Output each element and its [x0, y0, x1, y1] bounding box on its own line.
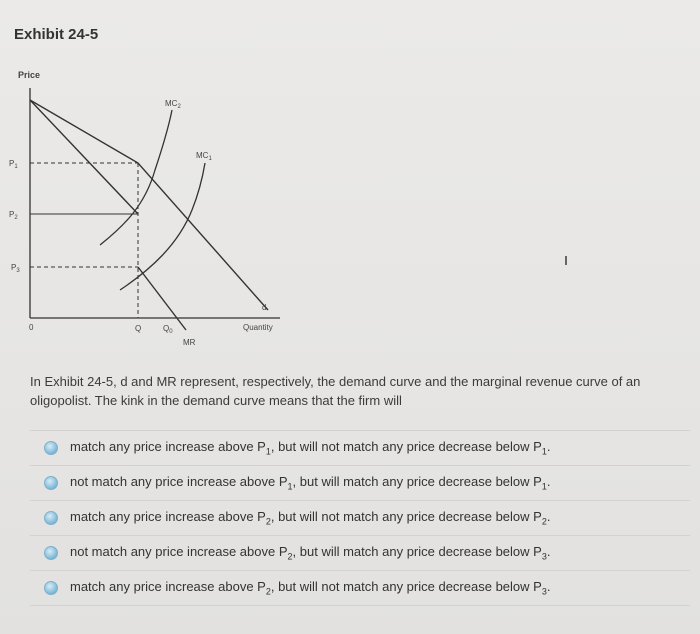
exhibit-title: Exhibit 24-5 — [14, 26, 99, 43]
cursor-mark — [565, 256, 567, 265]
x-axis-label: Quantity — [243, 323, 273, 332]
mr-lower — [138, 267, 186, 330]
answer-option-2[interactable] — [30, 465, 690, 500]
radio-button-icon[interactable] — [44, 511, 58, 525]
question-text: In Exhibit 24-5, d and MR represent, respectively, the demand curve and the marginal revenue curve of an oligopolist. The kink in the demand curve means that the firm will — [30, 374, 641, 408]
radio-button-icon[interactable] — [44, 581, 58, 595]
radio-button-icon[interactable] — [44, 546, 58, 560]
answer-option-label: not match any price increase above $P_1$, but will match any price decrease below $P_1$. — [70, 474, 551, 492]
p3-sub: 3 — [16, 268, 20, 274]
answer-option-label: not match any price increase above $P_2$, but will match any price decrease below $P_3$. — [70, 544, 551, 562]
p3-label: $P_3$ — [11, 263, 20, 274]
mc1-curve — [120, 163, 205, 290]
mc1-label: $MC_1$ — [196, 151, 212, 162]
p2-sub: 2 — [14, 215, 18, 221]
p1-sub: 1 — [14, 164, 18, 170]
origin-label: 0 — [29, 323, 34, 332]
p2-label: $P_2$ — [9, 210, 18, 221]
y-axis-label: Price — [18, 70, 41, 80]
answer-option-label: match any price increase above $P_1$, but will not match any price decrease below $P_1$. — [70, 439, 551, 457]
answer-option-4[interactable] — [30, 535, 690, 570]
answer-option-5[interactable] — [30, 570, 690, 606]
answer-option-1[interactable] — [30, 430, 690, 465]
mc2-label: $MC_2$ — [165, 99, 181, 110]
mr-upper — [30, 100, 138, 214]
q0-label: $Q_0$ — [163, 324, 173, 335]
demand-curve — [30, 100, 268, 310]
p1-label: $P_1$ — [9, 159, 18, 170]
answer-option-label: match any price increase above $P_2$, but will not match any price decrease below $P_2$. — [70, 509, 551, 527]
radio-button-icon[interactable] — [44, 476, 58, 490]
mr-label: MR — [183, 338, 196, 347]
kinked-demand-diagram — [0, 60, 320, 360]
mc2-curve — [100, 110, 172, 245]
radio-button-icon[interactable] — [44, 441, 58, 455]
answer-option-label: match any price increase above $P_2$, but will not match any price decrease below $P_3$. — [70, 579, 551, 597]
q-label: Q — [135, 324, 142, 333]
demand-label: d — [262, 303, 267, 312]
exhibit-graph — [0, 60, 320, 360]
answer-option-3[interactable] — [30, 500, 690, 535]
answer-options — [30, 430, 690, 606]
